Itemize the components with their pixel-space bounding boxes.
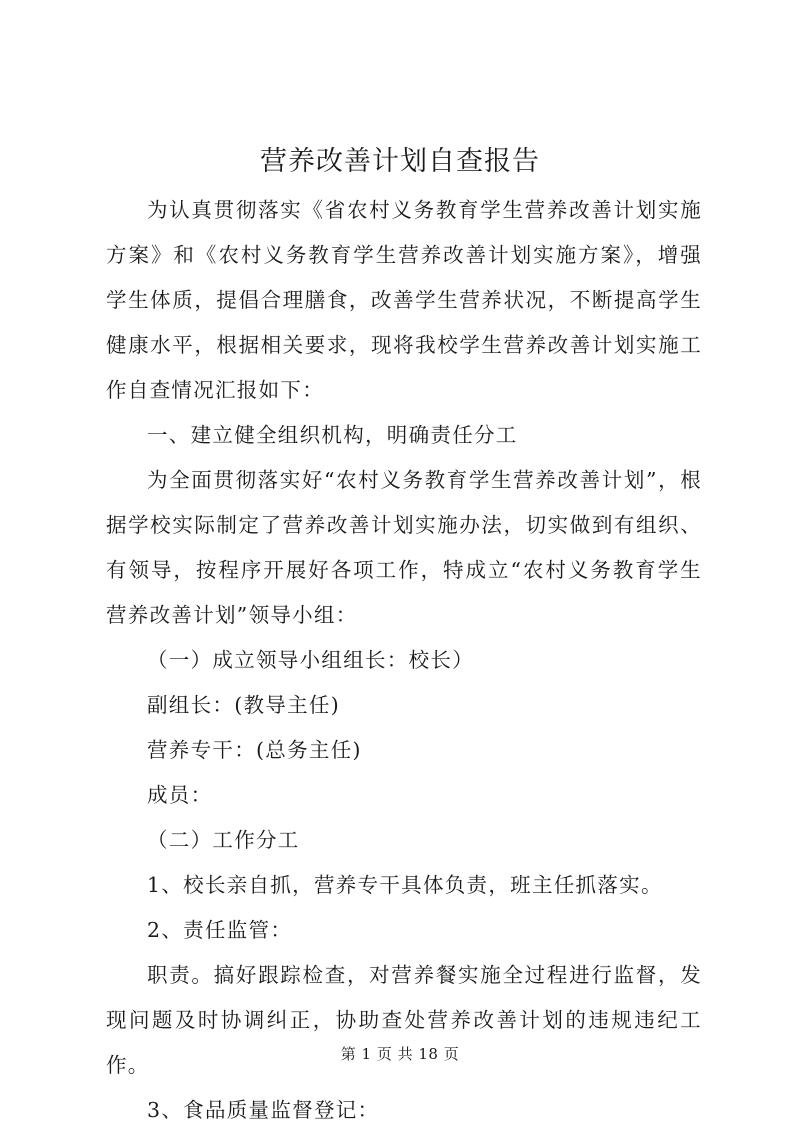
intro-paragraph: 为认真贯彻落实《省农村义务教育学生营养改善计划实施方案》和《农村义务教育学生营养改善计划实施方案》，增强学生体质，提倡合理膳食，改善学生营养状况，不断提高学生健康水平，根据相关要求，现将我校学生营养改善计划实施工作自查情况汇报如下： xyxy=(106,198,702,402)
paragraph-organization: 为全面贯彻落实好“农村义务教育学生营养改善计划”，根据学校实际制定了营养改善计划实施办法，切实做到有组织、有领导，按程序开展好各项工作，特成立“农村义务教育学生营养改善计划”领导小组： xyxy=(106,468,702,627)
list-item-members: 成员： xyxy=(147,783,213,807)
section-heading-1: 一、建立健全组织机构，明确责任分工 xyxy=(147,423,518,447)
list-item-duty-3: 3、食品质量监督登记： xyxy=(147,1098,380,1122)
subsection-work-division: （二）工作分工 xyxy=(147,828,300,852)
subsection-leader-group: （一）成立领导小组组长：校长） xyxy=(147,648,474,672)
page-number-footer: 第 1 页 共 18 页 xyxy=(340,1045,460,1063)
list-item-deputy-leader: 副组长：(教导主任) xyxy=(147,693,340,717)
paragraph-responsibilities: 职责。搞好跟踪检查，对营养餐实施全过程进行监督，发现问题及时协调纠正，协助查处营养改善计划的违规违纪工作。 xyxy=(106,963,702,1077)
list-item-nutrition-officer: 营养专干：(总务主任) xyxy=(147,738,362,762)
list-item-duty-1: 1、校长亲自抓，营养专干具体负责，班主任抓落实。 xyxy=(147,873,663,897)
document-body xyxy=(106,188,702,1133)
document-title: 营养改善计划自查报告 xyxy=(260,146,540,177)
list-item-duty-2: 2、责任监管： xyxy=(147,918,293,942)
